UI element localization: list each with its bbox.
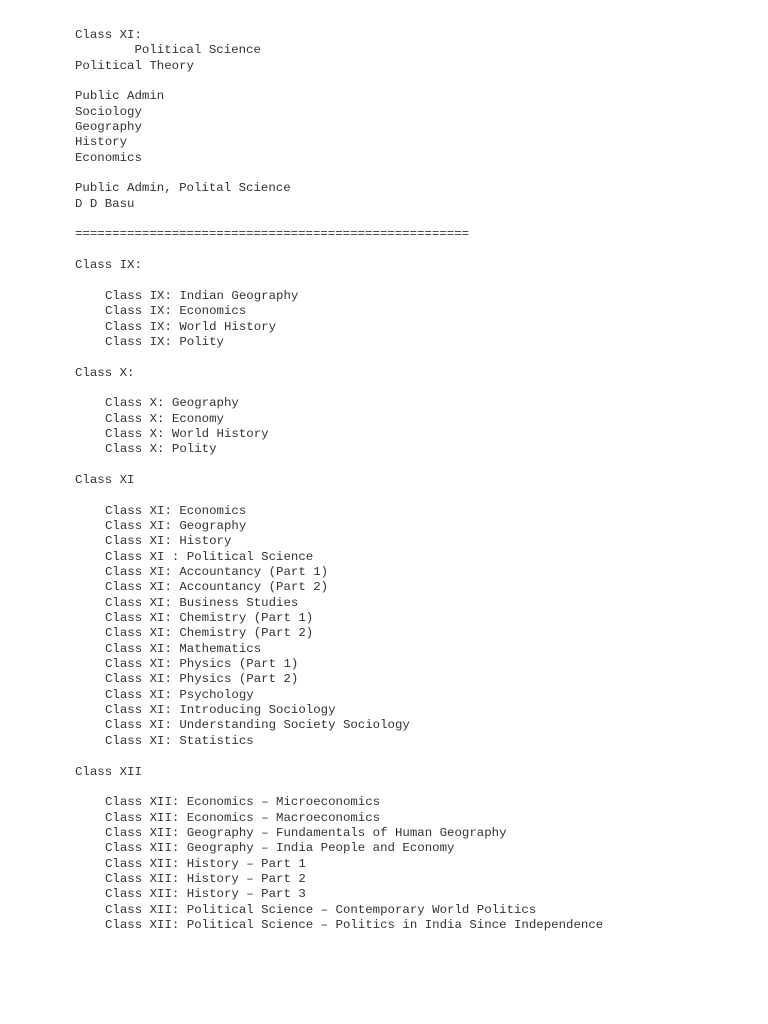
class-11-item: Class XI: Physics (Part 2) bbox=[105, 672, 299, 687]
subject-line: Geography bbox=[75, 120, 142, 135]
reference-author: D D Basu bbox=[75, 196, 135, 211]
class-12-heading: Class XII bbox=[75, 764, 142, 779]
subject-line: Public Admin bbox=[75, 89, 165, 104]
class-11-item: Class XI: Accountancy (Part 2) bbox=[105, 580, 329, 595]
blank-line bbox=[75, 749, 768, 764]
class-11-item: Class XI: Chemistry (Part 1) bbox=[105, 611, 314, 626]
class-11-item: Class XI: History bbox=[105, 534, 232, 549]
class-11-item: Class XI : Political Science bbox=[105, 549, 314, 564]
class-11-item: Class XI: Chemistry (Part 2) bbox=[105, 626, 314, 641]
class-12-item: Class XII: Economics – Macroeconomics bbox=[105, 810, 381, 825]
class-11-item: Class XI: Introducing Sociology bbox=[105, 703, 336, 718]
class-11-item: Class XI: Economics bbox=[105, 503, 247, 518]
subject-line: Economics bbox=[75, 150, 142, 165]
class-9-heading: Class IX: bbox=[75, 258, 142, 273]
class-11-heading: Class XI bbox=[75, 472, 135, 487]
blank-line bbox=[75, 212, 768, 227]
blank-line bbox=[75, 488, 768, 503]
class-11-item: Class XI: Accountancy (Part 1) bbox=[105, 565, 329, 580]
blank-line bbox=[75, 274, 768, 289]
blank-line bbox=[75, 381, 768, 396]
class-11-item: Class XI: Physics (Part 1) bbox=[105, 657, 299, 672]
class-10-item: Class X: Economy bbox=[105, 411, 224, 426]
class-10-item: Class X: Geography bbox=[105, 396, 239, 411]
blank-line bbox=[75, 458, 768, 473]
class-10-item: Class X: World History bbox=[105, 426, 269, 441]
class-12-item: Class XII: History – Part 1 bbox=[105, 856, 306, 871]
blank-line bbox=[75, 780, 768, 795]
class-11-item: Class XI: Business Studies bbox=[105, 595, 299, 610]
blank-line bbox=[75, 74, 768, 89]
class-12-item: Class XII: Political Science – Contemporary World Politics bbox=[105, 902, 537, 917]
class-12-item: Class XII: History – Part 3 bbox=[105, 887, 306, 902]
separator-line: ===================================================== bbox=[75, 227, 470, 242]
class-9-item: Class IX: Polity bbox=[105, 334, 224, 349]
class-12-item: Class XII: History – Part 2 bbox=[105, 871, 306, 886]
class-11-item: Class XI: Statistics bbox=[105, 733, 254, 748]
document-page bbox=[75, 28, 768, 933]
intro-line-3: Political Theory bbox=[75, 58, 194, 73]
class-11-item: Class XI: Geography bbox=[105, 519, 247, 533]
class-12-item: Class XII: Economics – Microeconomics bbox=[105, 795, 381, 810]
reference-line: Public Admin, Polital Science bbox=[75, 181, 291, 196]
class-9-item: Class IX: Economics bbox=[105, 304, 247, 319]
class-12-item: Class XII: Geography – India People and Economy bbox=[105, 841, 455, 856]
class-11-item: Class XI: Understanding Society Sociology bbox=[105, 718, 410, 733]
intro-line-2: Political Science bbox=[75, 43, 261, 58]
class-11-item: Class XI: Mathematics bbox=[105, 641, 262, 656]
subject-line: History bbox=[75, 135, 128, 150]
class-11-item: Class XI: Psychology bbox=[105, 687, 254, 702]
class-9-item: Class IX: Indian Geography bbox=[105, 288, 299, 303]
class-10-item: Class X: Polity bbox=[105, 442, 217, 457]
class-12-item: Class XII: Political Science – Politics in India Since Independence bbox=[105, 917, 604, 932]
blank-line bbox=[75, 350, 768, 365]
class-9-item: Class IX: World History bbox=[105, 319, 277, 334]
class-10-heading: Class X: bbox=[75, 365, 135, 380]
intro-line-1: Class XI: bbox=[75, 28, 142, 42]
blank-line bbox=[75, 243, 768, 258]
subject-line: Sociology bbox=[75, 104, 142, 119]
class-12-item: Class XII: Geography – Fundamentals of Human Geography bbox=[105, 825, 507, 840]
blank-line bbox=[75, 166, 768, 181]
